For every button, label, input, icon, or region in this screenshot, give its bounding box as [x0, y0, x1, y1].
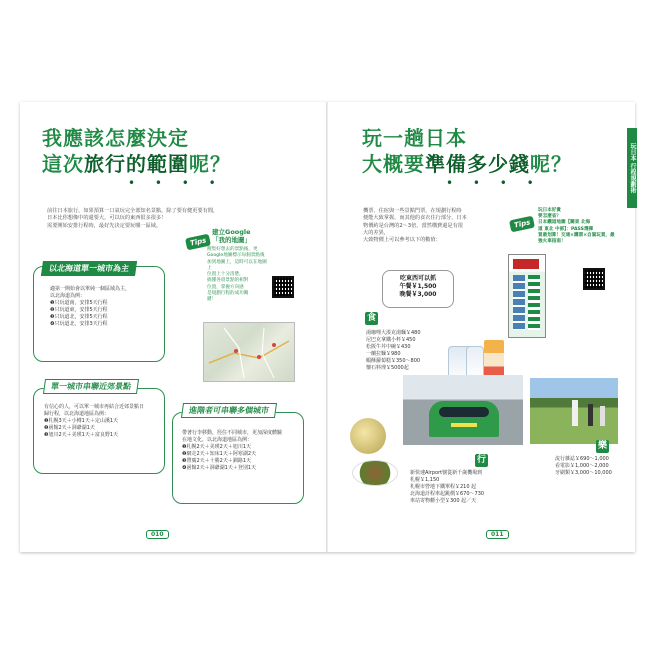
cover-text-lines [528, 275, 540, 330]
left-title-dots: • • • • [128, 176, 224, 190]
train-window [439, 407, 489, 417]
left-title-line1 [42, 126, 189, 151]
right-intro-text: 機票、住宿與一些景點門票，在規劃行程時 便能大致掌握，而其他的食衣住行部分，日本 物價約是台灣的2～3倍，當然構費還是有很 大的差異， 大致物價上可以參考以下的數值： [363, 208, 467, 244]
right-title-text1: 玩一趟日本 [362, 126, 467, 150]
range-box-1-text: 適第一開始會以單純一個區域為主， 以北海道為例： ❶只玩道南，安排5天行程 ❷只玩道東，安排5天行程 ❸只玩道北，安排5天行程 ❹只玩道北，安排3天行程 [50, 286, 131, 327]
right-page-number: 011 [486, 530, 509, 539]
right-title-text2c: 呢？ [530, 152, 572, 176]
left-qr-code[interactable] [272, 276, 294, 298]
fun-icon: 樂 [597, 441, 607, 451]
google-map-image [203, 322, 295, 382]
range-box-1-tag: 以北海道單一城市為主 [41, 261, 137, 276]
guidebook-cover-image [508, 254, 546, 338]
range-box-3-text: 帶著行李移動，徑住不同城市，更加深度體驗 在地文化，以北海道地區為例： ❶札幌2天＋美瑛2天＋旭川1天 ❷網走2天＋知床1天＋阿寒湖2天 ❸帶廣2天＋十勝2天＋釧路1天 ❹函館2天＋洞爺湖1天＋登別1天 [182, 430, 283, 471]
chapter-sidebar: 玩日本 行程規劃術 [627, 128, 637, 208]
left-page-number: 010 [146, 530, 169, 539]
train-photo [403, 375, 523, 445]
left-title-text1: 我應該怎麼決定 [42, 126, 189, 150]
left-title-text2c: 呢？ [189, 152, 231, 176]
fun-price-list: 流行雜誌￥690～1,000 看電影￥1,000～2,000 牙刷類￥3,000～10,000 [555, 456, 612, 476]
left-title-line2 [42, 152, 231, 177]
left-tip-title: 建立Google 「我的地圖」 [212, 228, 251, 244]
transport-icon: 行 [476, 455, 486, 465]
dish-image [352, 460, 398, 486]
segway-person-1 [572, 400, 578, 426]
left-title-text2b: 旅行的範圍 [84, 152, 189, 176]
map-roads [204, 323, 294, 381]
segway-person-3 [600, 406, 605, 426]
food-price-list: 湯咖哩大湊克湯麵￥480 尼巴克拿鐵小杯￥450 松阪牛丼中碗￥430 一蘭拉麵￥980 蝦酥蘿蔔糕￥350～800 懷石料理￥5000起 [366, 330, 421, 371]
right-title-line2 [362, 152, 572, 177]
segway-photo [530, 378, 618, 444]
segway-person-2 [588, 404, 593, 426]
left-tip-text: 搜集好想去的景點後，更 Google地圖標示每個景點後 加到地圖上，這時可以在地圖上 位置上十分清楚， 搞懂各項景點的相對 位置，掌握方向感 是規劃行程的成功關 鍵！ [207, 247, 267, 303]
meal-price-bubble: 吃東西可以抓 午餐￥1,500 晚餐￥3,000 [382, 270, 454, 308]
left-tip-badge: Tips [185, 234, 211, 251]
cover-band [513, 259, 539, 269]
range-box-2-text: 有信心的人，可以單一城市再結合近郊景點日 歸行程，以北海道地區為例： ❶札幌3天＋小樽1天＋定山溪1天 ❷函館2天＋洞爺湖1天 ❸旭川2天＋美瑛1天＋富良野1天 [44, 404, 145, 438]
right-title-line1 [362, 126, 467, 151]
melon-image [350, 418, 386, 454]
range-box-2-tag: 單一城市串聯近郊景點 [43, 379, 139, 394]
range-box-3-tag: 進階者可串聯多個城市 [181, 403, 277, 418]
right-tip-text: 玩日本好貴 要怎麼省？ 日本鐵道地圖【關東 北海 道 東北 中部】：PASS選擇 買最划算！交通×購票×自駕玩買，最 強火車指南！ [538, 208, 615, 245]
book-gutter [326, 102, 328, 552]
cover-photos [513, 275, 525, 330]
train-stripe [451, 423, 477, 427]
food-icon: 食 [366, 313, 376, 323]
right-tip-badge: Tips [509, 216, 535, 233]
left-title-text2a: 這次 [42, 152, 84, 176]
right-qr-code[interactable] [583, 268, 605, 290]
right-title-text2a: 大概要 [362, 152, 425, 176]
right-title-dots: • • • • [446, 176, 542, 190]
right-title-text2b: 準備多少錢 [425, 152, 530, 176]
left-intro-text: 前往日本旅行，如果預算一口氣玩完全部知名景點，除了要有健更要有閒， 日本比你想像中的還要大，可以玩的東西很多很多！ 需要開始安排行程時，最好先決定要玩哪一區域。 [47, 208, 219, 229]
transport-price-list: 新快速Airport號從新千歲機場到 札幌￥1,150 札幌市營地下鐵單程￥210 起 北海道計程車起跳價￥670～730 車站寄物櫃小型￥300 起／天 [410, 470, 485, 504]
